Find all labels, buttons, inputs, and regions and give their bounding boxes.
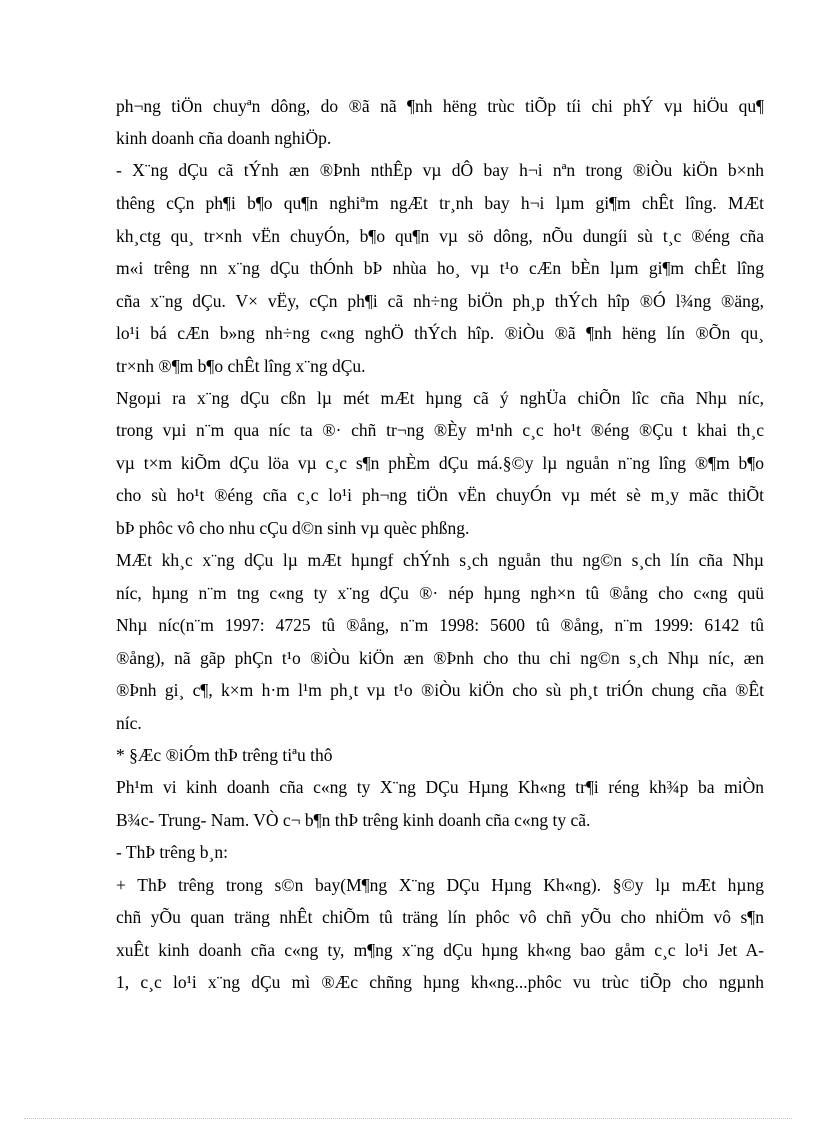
text-line: cho sù ho¹t ®éng cña c¸c lo¹i ph¬ng tiÖn vËn chuyÓn vµ mét sè m¸y mãc thiÕt — [116, 485, 764, 505]
text-line: thêng cÇn ph¶i b¶o qu¶n nghiªm ngÆt tr¸nh bay h¬i lµm gi¶m chÊt lîng. MÆt — [116, 193, 764, 213]
text-line: - X¨ng dÇu cã tÝnh æn ®Þnh nthÊp vµ dÔ bay h¬i nªn trong ®iÒu kiÖn b×nh — [116, 160, 764, 180]
text-line: 1, c¸c lo¹i x¨ng dÇu mì ®Æc chñng hµng kh«ng...phôc vu trùc tiÕp cho ngµnh — [116, 972, 764, 992]
text-line: ®Þnh gi¸ c¶, k×m h·m l¹m ph¸t vµ t¹o ®iÒu kiÖn cho sù ph¸t triÓn chung cña ®Êt — [116, 680, 764, 700]
text-line: m«i trêng nn x¨ng dÇu thÓnh bÞ nhùa ho¸ vµ t¹o cÆn bÈn lµm gi¶m chÊt lîng — [116, 258, 764, 278]
text-line: Nhµ níc(n¨m 1997: 4725 tû ®ång, n¨m 1998: 5600 tû ®ång, n¨m 1999: 6142 tû — [116, 615, 764, 635]
text-line: kh¸ctg qu¸ tr×nh vËn chuyÓn, b¶o qu¶n vµ sö dông, nÕu dungíi sù t¸c ®éng cña — [116, 226, 764, 246]
text-line: Ngoµi ra x¨ng dÇu cßn lµ mét mÆt hµng cã ý nghÜa chiÕn lîc cña Nhµ níc, — [116, 388, 764, 408]
text-line: bÞ phôc vô cho nhu cÇu d©n sinh vµ quèc phßng. — [116, 518, 470, 538]
text-line: lo¹i bá cÆn b»ng nh÷ng c«ng nghÖ thÝch hîp. ®iÒu ®ã ¶nh hëng lín ®Õn qu¸ — [116, 323, 764, 343]
text-line: níc. — [116, 713, 142, 733]
section-heading: * §Æc ®iÓm thÞ trêng tiªu thô — [116, 745, 333, 765]
text-line: trong vµi n¨m qua níc ta ®· chñ tr¬ng ®Èy m¹nh c¸c ho¹t ®éng ®Çu t khai th¸c — [116, 420, 764, 440]
text-line: tr×nh ®¶m b¶o chÊt lîng x¨ng dÇu. — [116, 356, 366, 376]
text-line: chñ yÕu quan träng nhÊt chiÕm tû träng lín phôc vô chñ yÕu cho nhiÖm vô s¶n — [116, 907, 764, 927]
text-line: xuÊt kinh doanh cña c«ng ty, m¶ng x¨ng dÇu hµng kh«ng bao gåm c¸c lo¹i Jet A- — [116, 940, 764, 960]
text-line: Ph¹m vi kinh doanh cña c«ng ty X¨ng DÇu Hµng Kh«ng tr¶i réng kh¾p ba miÒn — [116, 777, 764, 797]
text-line: kinh doanh cña doanh nghiÖp. — [116, 128, 332, 148]
text-line: cña x¨ng dÇu. V× vËy, cÇn ph¶i cã nh÷ng biÖn ph¸p thÝch hîp ®Ó l¾ng ®äng, — [116, 291, 764, 311]
text-line: ph¬ng tiÖn chuyªn dông, do ®ã nã ¶nh hëng trùc tiÕp tíi chi phÝ vµ hiÖu qu¶ — [116, 96, 764, 116]
text-line: - ThÞ trêng b¸n: — [116, 842, 228, 862]
text-line: vµ t×m kiÕm dÇu löa vµ c¸c s¶n phÈm dÇu má.§©y lµ nguån n¨ng lîng ®¶m b¶o — [116, 453, 764, 473]
text-line: níc, hµng n¨m tng c«ng ty x¨ng dÇu ®· nép hµng ngh×n tû ®ång cho c«ng quü — [116, 583, 764, 603]
text-line: + ThÞ trêng trong s©n bay(M¶ng X¨ng DÇu Hµng Kh«ng). §©y lµ mÆt hµng — [116, 875, 764, 895]
text-line: B¾c- Trung- Nam. VÒ c¬ b¶n thÞ trêng kinh doanh cña c«ng ty cã. — [116, 810, 591, 830]
page-footer-divider — [24, 1118, 792, 1119]
text-line: MÆt kh¸c x¨ng dÇu lµ mÆt hµngf chÝnh s¸ch nguån thu ng©n s¸ch lín cña Nhµ — [116, 550, 764, 570]
text-line: ®ång), nã gãp phÇn t¹o ®iÒu kiÖn æn ®Þnh cho thu chi ng©n s¸ch Nhµ níc, æn — [116, 648, 764, 668]
